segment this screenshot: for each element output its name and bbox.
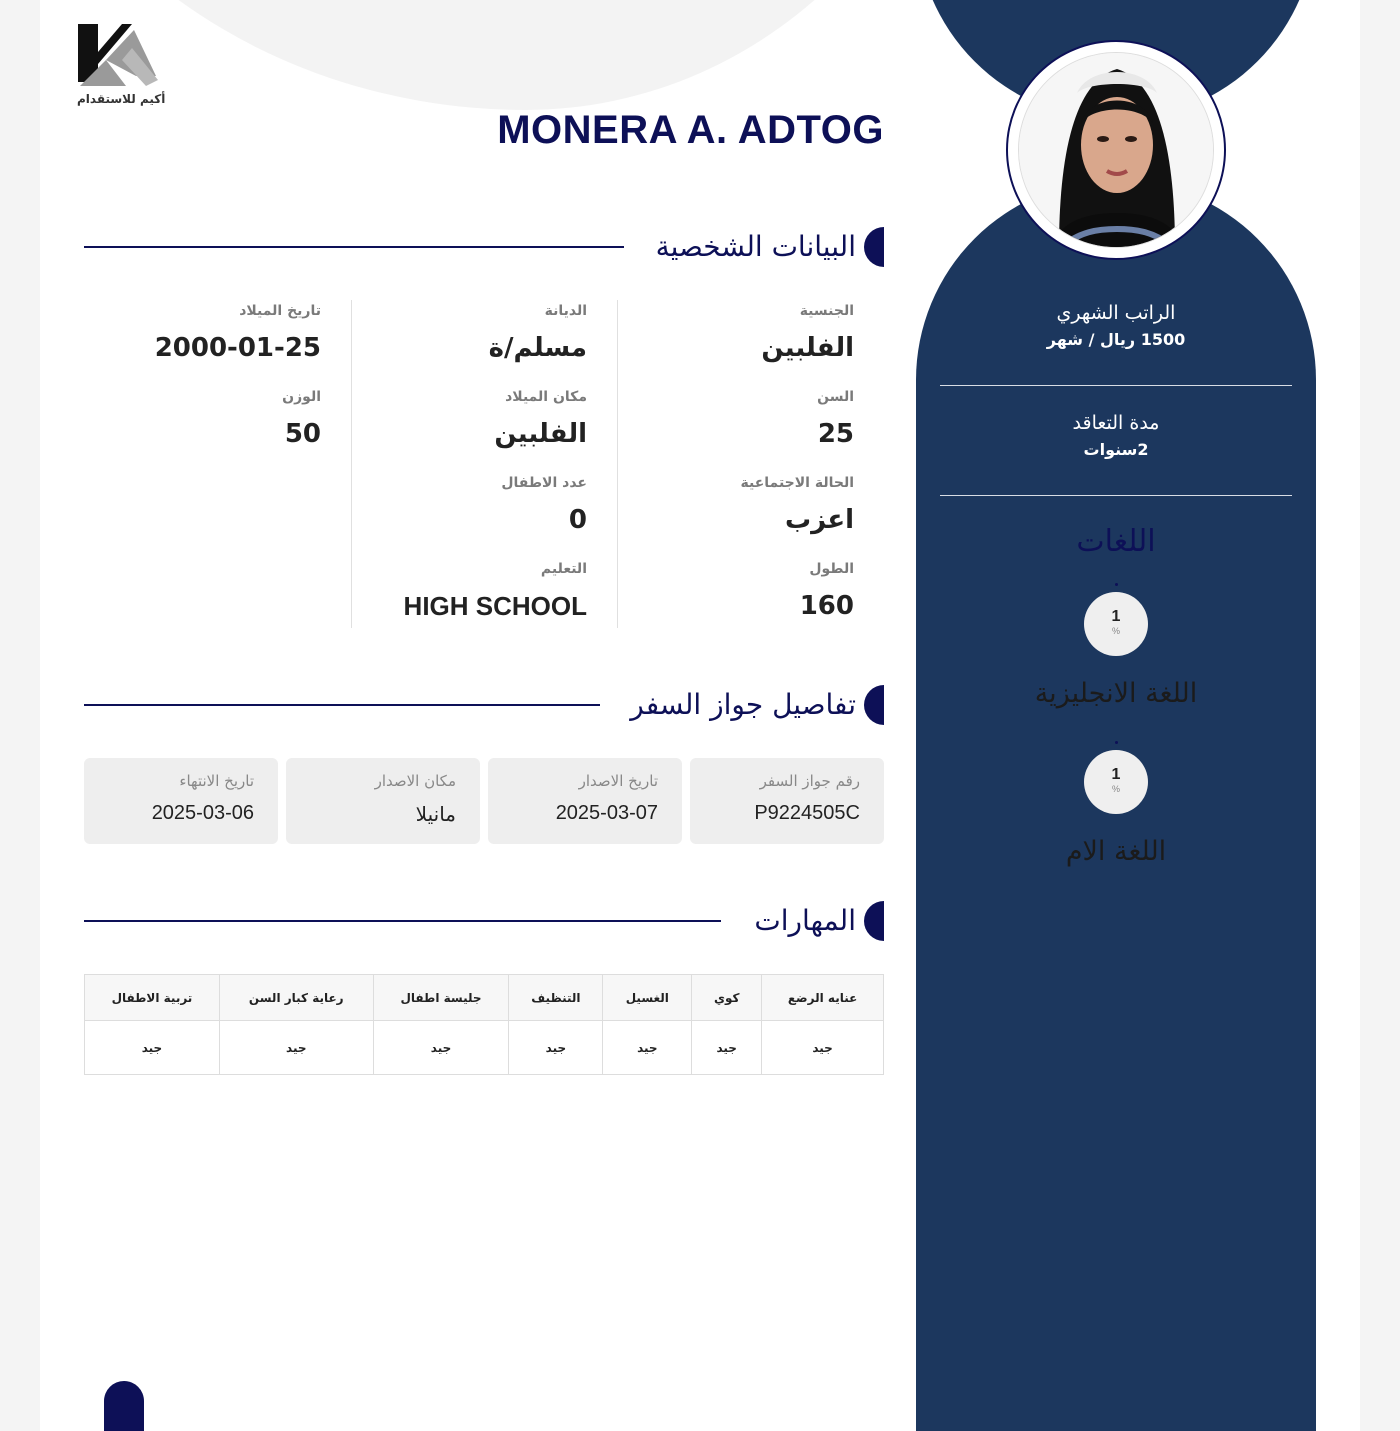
field-nationality — [618, 300, 854, 386]
skill-rating: جيد — [219, 1021, 373, 1075]
card-label: مكان الاصدار — [374, 772, 456, 790]
card-value: 2025-03-07 — [555, 802, 658, 824]
field-birthdate — [84, 300, 321, 386]
card-value: 2025-03-06 — [151, 802, 254, 824]
language-level-unit: % — [1111, 784, 1120, 794]
field-value: اعزب — [785, 505, 854, 535]
field-label: التعليم — [540, 561, 587, 577]
contract-label: مدة التعاقد — [1072, 412, 1160, 434]
card-label: تاريخ الاصدار — [578, 772, 658, 790]
table-row — [85, 1021, 884, 1075]
field-label: الديانة — [544, 303, 587, 319]
field-education — [352, 558, 587, 644]
personal-column-3 — [84, 300, 352, 628]
sidebar-divider — [940, 385, 1292, 386]
skill-header: جليسة اطفال — [373, 975, 509, 1021]
card-value: P9224505C — [754, 802, 860, 824]
field-label: الطول — [809, 561, 854, 577]
profile-photo-frame — [1006, 40, 1226, 260]
field-label: تاريخ الميلاد — [239, 303, 321, 319]
field-value: HIGH SCHOOL — [403, 591, 587, 621]
card-label: رقم جواز السفر — [759, 772, 860, 790]
contract-field — [940, 412, 1292, 459]
languages-title: اللغات — [1076, 524, 1156, 559]
language-level: 1 — [1111, 608, 1121, 625]
field-religion — [352, 300, 587, 386]
language-level-circle — [1084, 750, 1148, 814]
skill-header: عنايه الرضع — [762, 975, 884, 1021]
section-rule — [84, 704, 600, 706]
skills-table — [84, 974, 884, 1075]
card-value: مانيلا — [415, 804, 456, 826]
contract-value: 2سنوات — [1083, 440, 1149, 459]
field-age — [618, 386, 854, 472]
field-label: الجنسية — [799, 303, 854, 319]
skill-rating: جيد — [692, 1021, 762, 1075]
language-level-unit: % — [1111, 626, 1120, 636]
skill-rating: جيد — [762, 1021, 884, 1075]
field-children — [352, 472, 587, 558]
section-title: المهارات — [754, 904, 856, 937]
issue-date-card — [488, 758, 682, 844]
profile-photo — [1018, 52, 1214, 248]
field-value: الفلبين — [761, 333, 854, 363]
separator-dot — [1115, 583, 1118, 586]
sidebar — [916, 0, 1316, 1431]
skill-header: الغسيل — [603, 975, 692, 1021]
field-birthplace — [352, 386, 587, 472]
salary-field — [940, 302, 1292, 349]
personal-data-grid — [84, 300, 884, 628]
field-label: الحالة الاجتماعية — [740, 475, 854, 491]
language-level-circle — [1084, 592, 1148, 656]
field-value: الفلبين — [494, 419, 587, 449]
cv-page — [40, 0, 1360, 1431]
language-name: اللغة الام — [1065, 836, 1167, 867]
field-marital-status — [618, 472, 854, 558]
passport-number-card — [690, 758, 884, 844]
section-bullet — [864, 901, 884, 941]
skill-header: كوي — [692, 975, 762, 1021]
section-bullet — [864, 685, 884, 725]
person-portrait-icon — [1019, 53, 1214, 248]
language-level: 1 — [1111, 766, 1121, 783]
section-rule — [84, 920, 721, 922]
section-passport — [84, 685, 884, 725]
field-label: مكان الميلاد — [505, 389, 587, 405]
skill-rating: جيد — [509, 1021, 603, 1075]
sidebar-divider — [940, 495, 1292, 496]
issue-place-card — [286, 758, 480, 844]
expiry-date-card — [84, 758, 278, 844]
section-rule — [84, 246, 624, 248]
skill-header: التنظيف — [509, 975, 603, 1021]
header-background — [40, 0, 980, 110]
section-title: تفاصيل جواز السفر — [630, 688, 856, 721]
field-value: مسلم/ة — [488, 333, 587, 363]
section-bullet — [864, 227, 884, 267]
field-label: السن — [817, 389, 854, 405]
separator-dot — [1115, 741, 1118, 744]
field-value: 160 — [799, 591, 854, 621]
personal-column-1 — [618, 300, 884, 628]
field-value: 25 — [817, 419, 854, 449]
section-title: البيانات الشخصية — [655, 230, 856, 263]
salary-value: 1500 ريال / شهر — [1046, 330, 1186, 349]
personal-column-2 — [352, 300, 618, 628]
salary-label: الراتب الشهري — [1056, 302, 1176, 324]
passport-cards — [84, 758, 884, 844]
skill-rating: جيد — [85, 1021, 220, 1075]
candidate-name: MONERA A. ADTOG — [497, 108, 884, 152]
field-weight — [84, 386, 321, 472]
table-header-row — [85, 975, 884, 1021]
skill-rating: جيد — [603, 1021, 692, 1075]
card-label: تاريخ الانتهاء — [179, 772, 254, 790]
field-label: الوزن — [282, 389, 321, 405]
field-value: 50 — [284, 419, 321, 449]
skill-header: رعاية كبار السن — [219, 975, 373, 1021]
language-name: اللغة الانجليزية — [1034, 678, 1198, 709]
section-personal — [84, 227, 884, 267]
field-height — [618, 558, 854, 644]
section-skills — [84, 901, 884, 941]
field-label: عدد الاطفال — [501, 475, 587, 491]
decorative-pill — [104, 1381, 144, 1431]
field-value: 0 — [568, 505, 587, 535]
field-value: 2000-01-25 — [154, 333, 321, 363]
logo-text: أكيم للاستقدام — [77, 92, 166, 106]
skill-header: تربية الاطفال — [85, 975, 220, 1021]
skill-rating: جيد — [373, 1021, 509, 1075]
